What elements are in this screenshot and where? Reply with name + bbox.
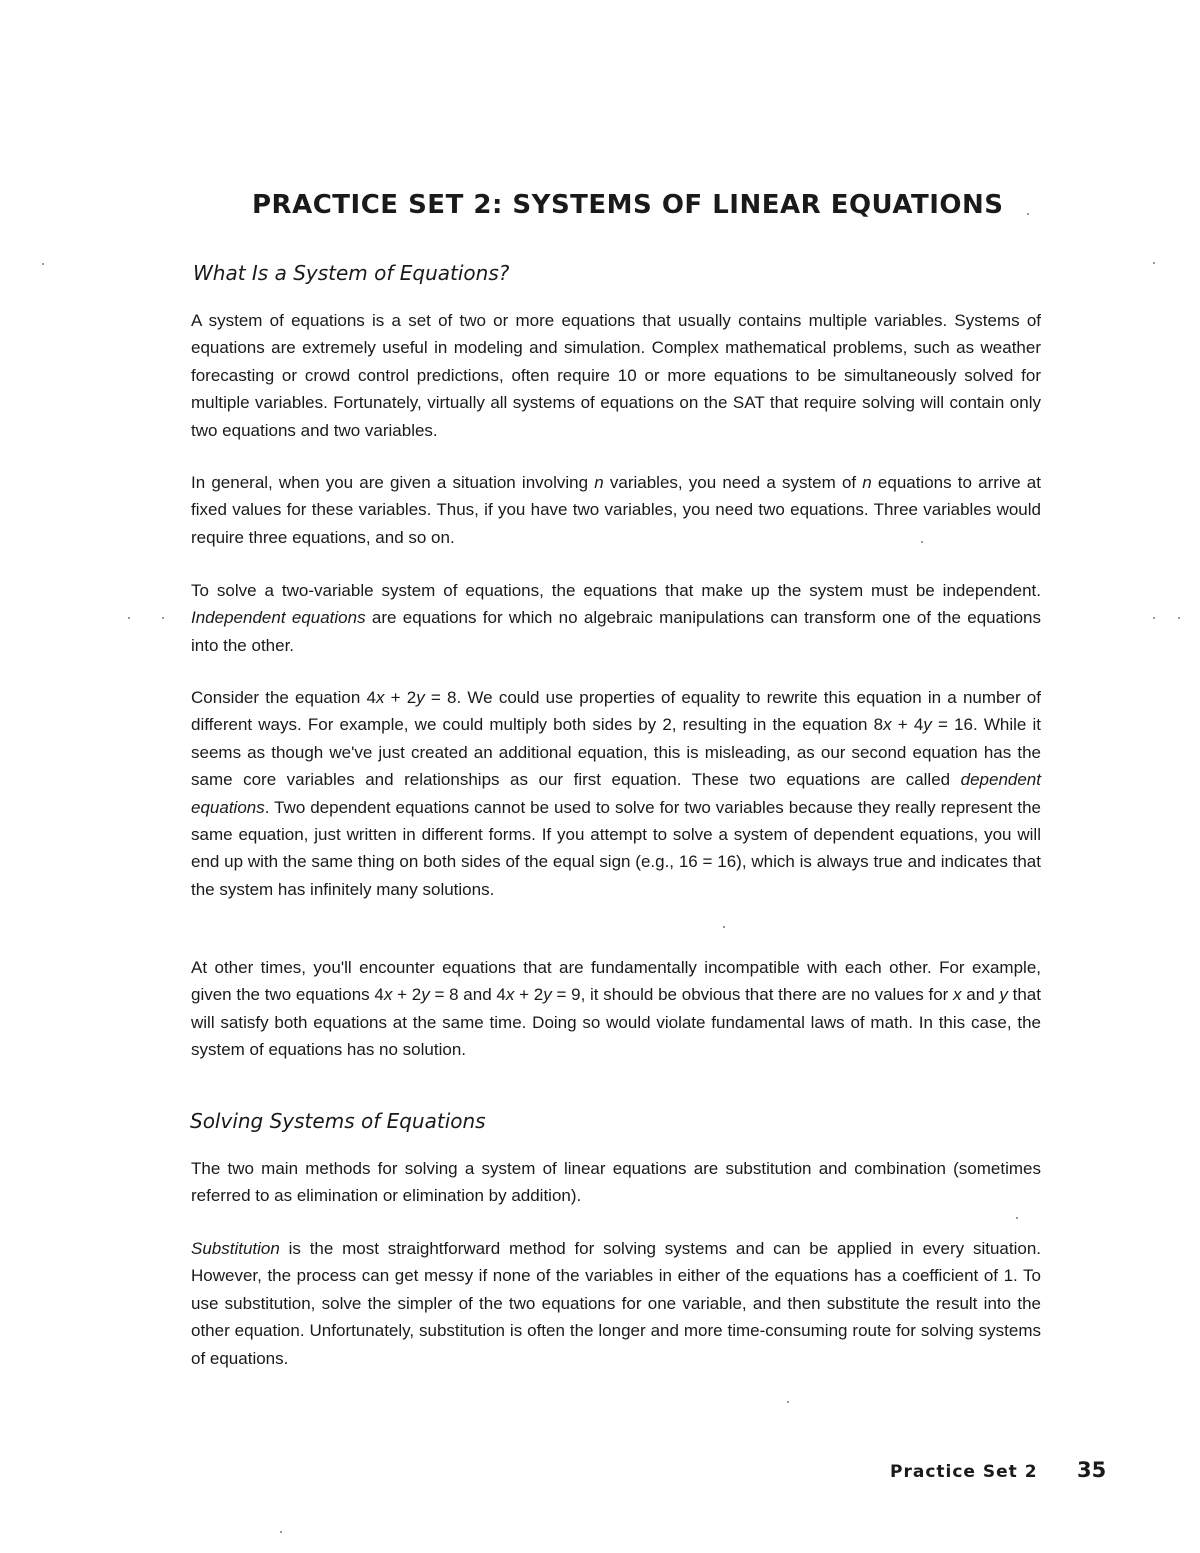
text-run: + 2 — [392, 985, 422, 1005]
text-run: are equations for which no algebraic manipulations can transform one of the equations into the other. — [191, 608, 1041, 655]
italic-text: y — [416, 688, 425, 707]
text-run: and — [961, 985, 1000, 1005]
paragraph — [191, 1235, 1041, 1372]
text-run: equations to arrive at fixed values for these variables. Thus, if you have two variables, you need two equations. Three variables would require three equations, and so on. — [191, 473, 1041, 547]
text-run: Consider the equation 4 — [191, 688, 376, 707]
scan-speck — [162, 617, 164, 619]
italic-text: dependent equations — [191, 770, 1041, 817]
scan-speck — [1016, 1217, 1018, 1219]
italic-text: x — [375, 688, 385, 707]
text-run: that will satisfy both equations at the same time. Doing so would violate fundamental laws of math. In this case, the system of equations has no solution. — [191, 985, 1041, 1060]
text-run: A system of equations is a set of two or more equations that usually contains multiple variables. Systems of equations are extremely useful in modeling and simulation. Complex mathematical problems, such as weather forecasting or crowd control predictions, often require 10 or more equations to be simultaneously solved for multiple variables. Fortunately, virtually all systems of equations on the SAT that require solving will contain only two equations and two variables. — [191, 311, 1041, 440]
text-run: + 4 — [891, 715, 924, 735]
italic-text: x — [505, 985, 515, 1005]
italic-text: x — [953, 985, 962, 1005]
text-run: variables, you need a system of — [603, 473, 863, 492]
text-run: = 9, it should be obvious that there are no values for — [551, 985, 954, 1005]
page-number: 35 — [1077, 1458, 1107, 1482]
italic-text: y — [999, 985, 1008, 1005]
text-run: = 8 and 4 — [429, 985, 506, 1005]
text-run: = 8. We could use properties of equality to rewrite this equation in a number of different ways. For example, we could multiply both sides by 2, resulting in the equation 8 — [191, 688, 1041, 735]
scan-speck — [280, 1531, 282, 1533]
scan-speck — [128, 617, 130, 619]
paragraph — [191, 954, 1041, 1064]
paragraph — [191, 469, 1041, 551]
scan-speck — [42, 263, 44, 265]
italic-text: y — [543, 985, 552, 1005]
text-run: + 2 — [384, 688, 417, 707]
text-run: To solve a two-variable system of equations, the equations that make up the system must be independent. — [191, 581, 1041, 600]
scan-speck — [1153, 262, 1155, 264]
italic-text: Independent equations — [191, 608, 366, 628]
italic-text: x — [883, 715, 892, 735]
italic-text: n — [594, 473, 604, 492]
scan-speck — [1153, 617, 1155, 619]
text-run: = 16. While it seems as though we've just created an additional equation, this is misleading, as our second equation has the same core variables and relationships as our first equation. These two equations are called — [191, 715, 1041, 790]
scan-speck — [1027, 213, 1029, 215]
text-run: is the most straightforward method for solving systems and can be applied in every situation. However, the process can get messy if none of the variables in either of the equations has a coefficient of 1. To use substitution, solve the simpler of the two equations for one variable, and then substitute the result into the other equation. Unfortunately, substitution is often the longer and more time-consuming route for solving systems of equations. — [191, 1239, 1041, 1368]
section-heading-solving-systems: Solving Systems of Equations — [190, 1109, 486, 1133]
italic-text: y — [923, 715, 932, 735]
text-run: . Two dependent equations cannot be used to solve for two variables because they really represent the same equation, just written in different forms. If you attempt to solve a system of dependent equations, you will end up with the same thing on both sides of the equal sign (e.g., 16 = 16), which is always true and indicates that the system has infinitely many solutions. — [191, 797, 1041, 899]
italic-text: n — [862, 473, 872, 492]
section-heading-what-is-system: What Is a System of Equations? — [193, 261, 510, 285]
text-run: In general, when you are given a situation involving — [191, 473, 595, 492]
scan-speck — [921, 541, 923, 543]
italic-text: Substitution — [191, 1239, 280, 1258]
paragraph — [191, 577, 1041, 659]
paragraph — [191, 1155, 1041, 1210]
page-title: PRACTICE SET 2: SYSTEMS OF LINEAR EQUATIONS — [252, 190, 1004, 220]
text-run: + 2 — [514, 985, 544, 1005]
footer-section-label: Practice Set 2 — [890, 1462, 1038, 1482]
text-run: The two main methods for solving a system of linear equations are substitution and combination (sometimes referred to as elimination or elimination by addition). — [191, 1159, 1041, 1206]
scan-speck — [787, 1401, 789, 1403]
italic-text: y — [421, 985, 430, 1005]
italic-text: x — [383, 985, 393, 1005]
scan-speck — [1178, 617, 1180, 619]
scan-speck — [723, 926, 725, 928]
text-run: At other times, you'll encounter equations that are fundamentally incompatible with each other. For example, given the two equations 4 — [191, 958, 1041, 1005]
paragraph — [191, 307, 1041, 444]
paragraph — [191, 684, 1041, 903]
